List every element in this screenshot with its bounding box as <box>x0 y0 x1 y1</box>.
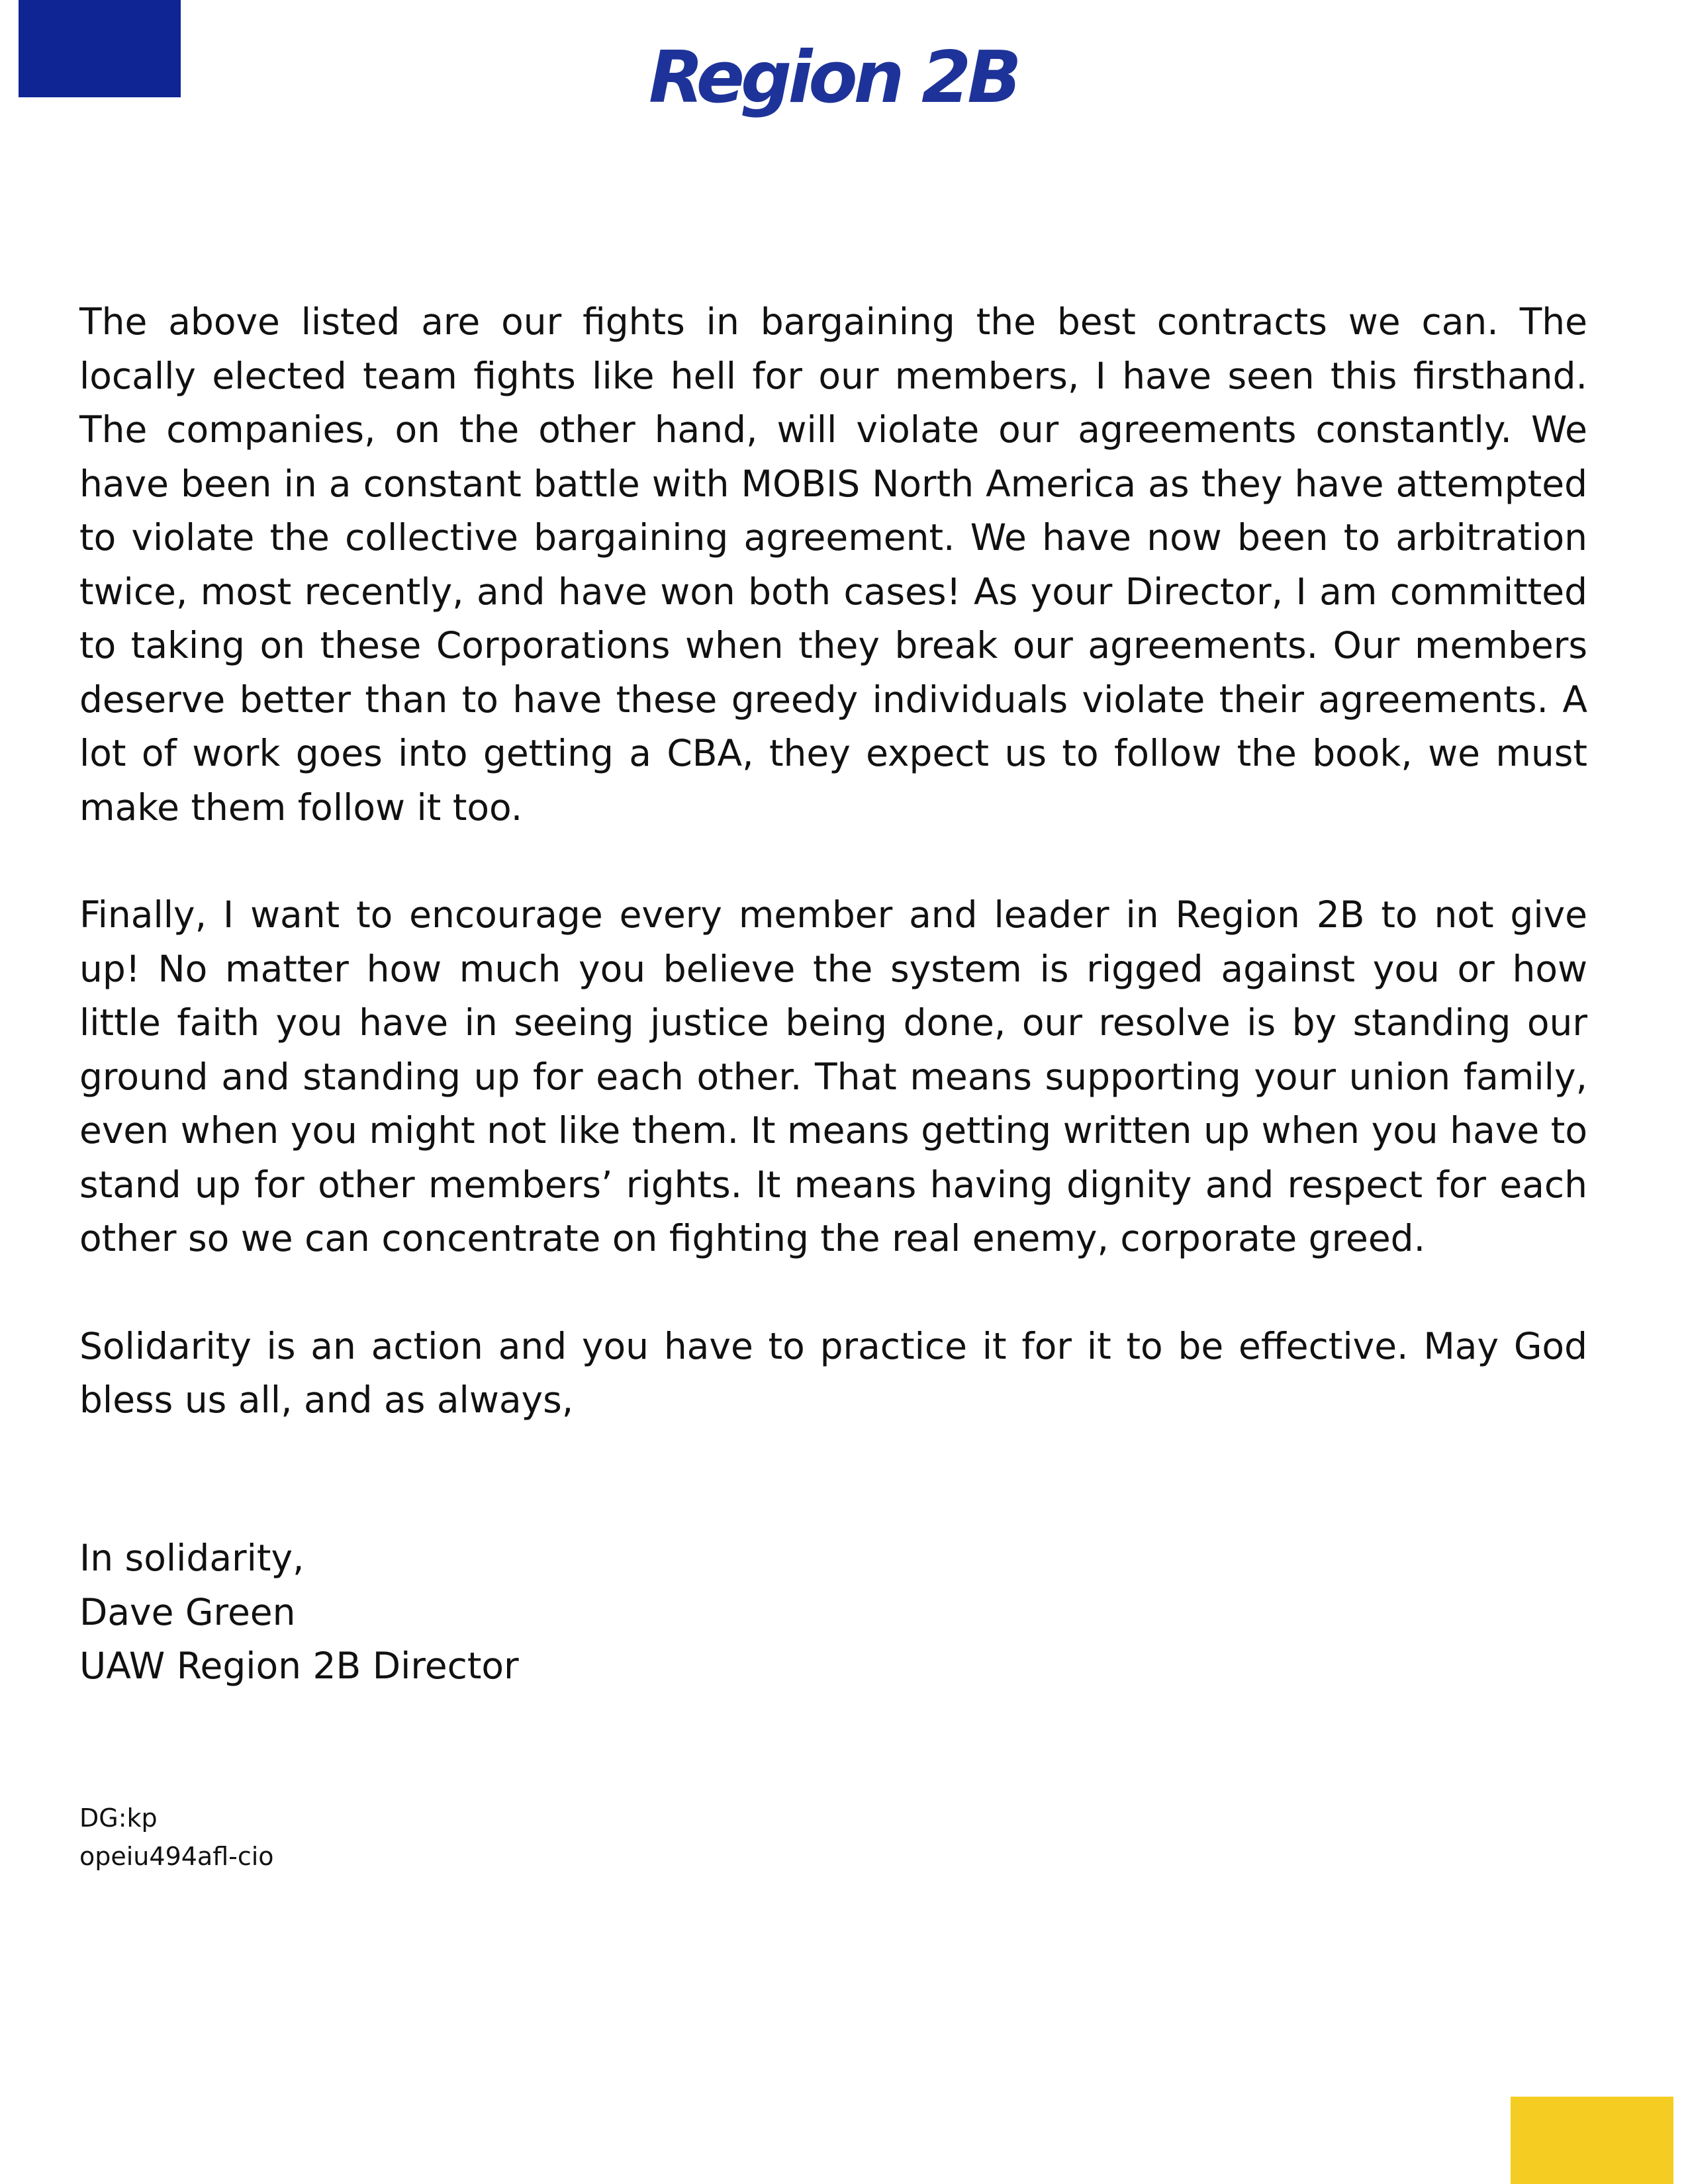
signer-title: UAW Region 2B Director <box>79 1645 519 1687</box>
region-logo: Region 2B <box>649 36 1018 119</box>
corner-block-blue <box>19 0 181 97</box>
corner-block-yellow <box>1511 2097 1673 2184</box>
paragraph-bargaining: The above listed are our fights in bargaining the best contracts we can. The locally elected team fights like hell for our members, I have seen this firsthand. The companies, on the other hand, will violate our agreements constantly. We have been in a constant battle with MOBIS North America as they have attempted to violate the collective bargaining agreement. We have now been to arbitration twice, most recently, and have won both cases! As your Director, I am committed to taking on these Corporations when they break our agreements. Our members deserve better than to have these greedy individuals violate their agreements. A lot of work goes into getting a CBA, they expect us to follow the book, we must make them follow it too. <box>79 300 1587 829</box>
union-label: opeiu494afl-cio <box>79 1842 274 1871</box>
letter-body <box>79 295 1587 1481</box>
paragraph-encouragement: Finally, I want to encourage every member and leader in Region 2B to not give up! No matter how much you believe the system is rigged against you or how little faith you have in seeing justice being done, our resolve is by standing our ground and standing up for each other. That means supporting your union family, even when you might not like them. It means getting written up when you have to stand up for other members’ rights. It means having dignity and respect for each other so we can concentrate on fighting the real enemy, corporate greed. <box>79 893 1587 1259</box>
footer-references <box>79 1799 609 1876</box>
signature-block <box>79 1531 1006 1694</box>
typist-initials: DG:kp <box>79 1803 158 1833</box>
paragraph-solidarity: Solidarity is an action and you have to practice it for it to be effective. May God bless us all, and as always, <box>79 1324 1587 1421</box>
signer-name: Dave Green <box>79 1590 296 1633</box>
closing: In solidarity, <box>79 1537 305 1579</box>
